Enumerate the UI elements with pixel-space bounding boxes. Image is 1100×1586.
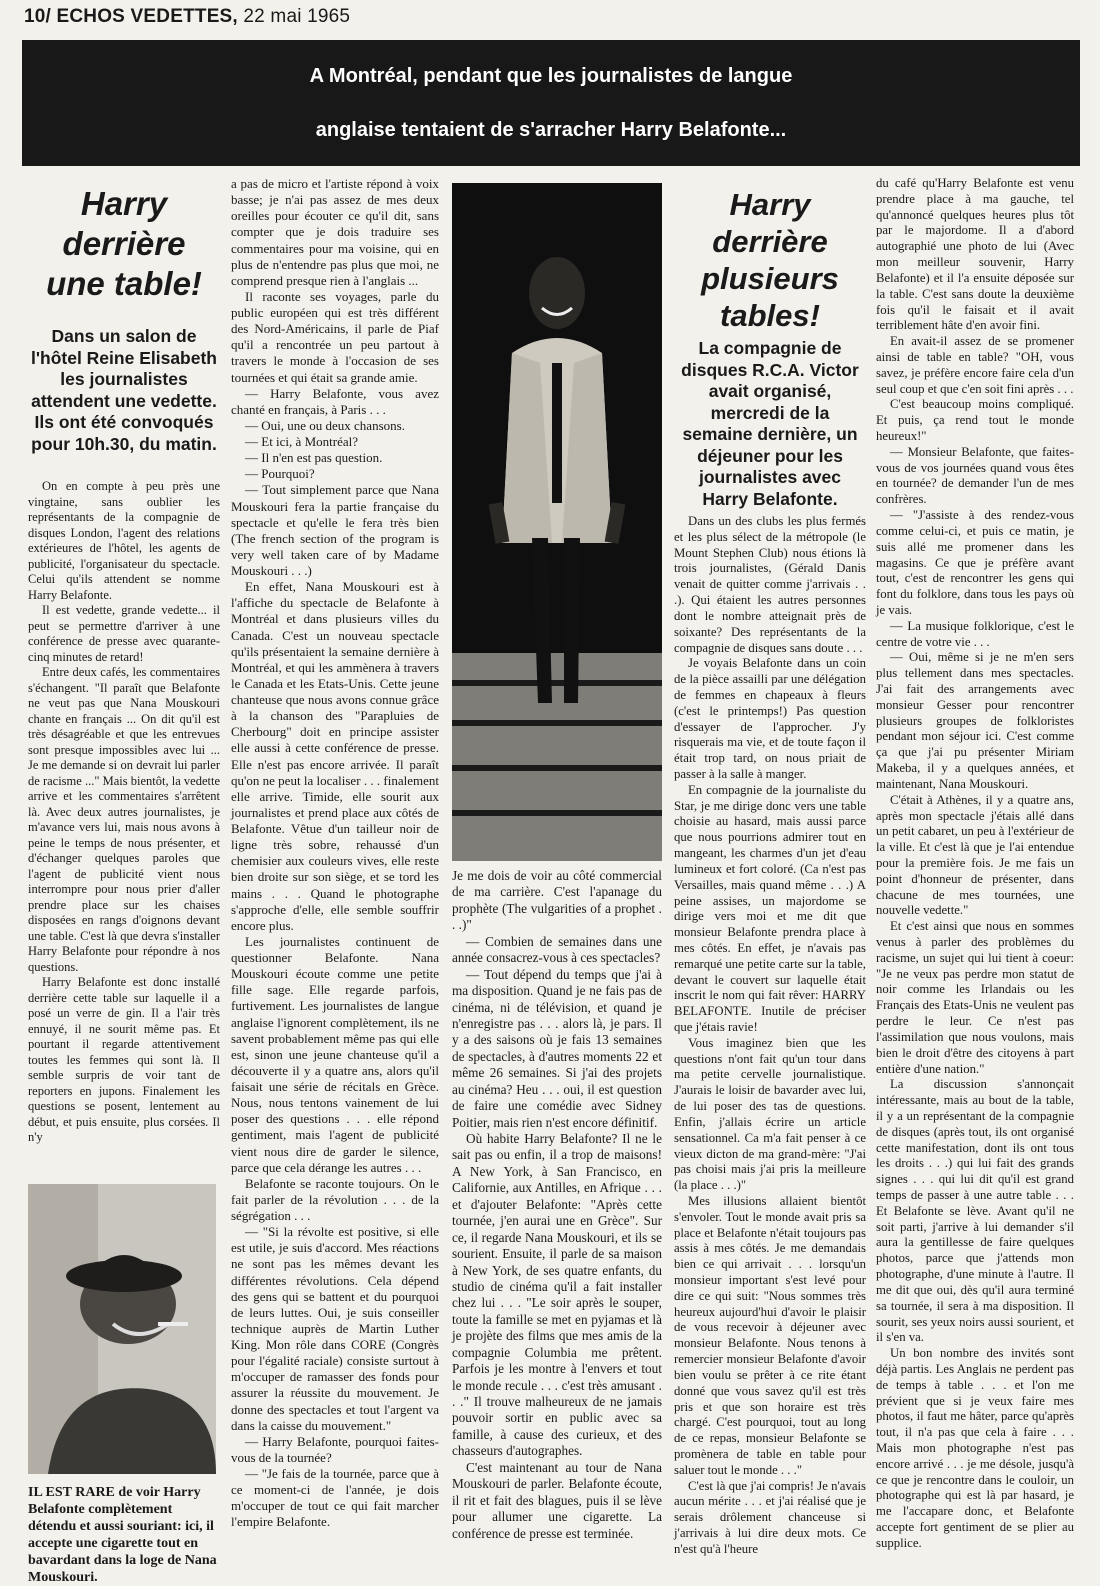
body-paragraph: En compagnie de la journaliste du Star, je me dirige donc vers une table choisie au hasard, mais aussi parce que nous pourrions admirer tout en mangeant, les charmes d'un jet d'eau lumineux et fort coloré. (Ca n'est pas Versailles, mais quand même . . .) A peine assises, un majordome se dirige vers moi et me dit que monsieur Belafonte prendra place à mes côtés. En effet, je n'avais pas remarqué une petite carte sur la table, devant le couvert sur laquelle était inscrit le nom qui fait rêver: HARRY BELAFONTE. Inutile de préciser que j'étais ravie! xyxy=(674,782,866,1034)
body-paragraph: a pas de micro et l'artiste répond à voix basse; je n'ai pas assez de mes deux oreilles pour écouter ce qu'il dit, sans compter que je dois traduire ses commentaires pour ma voisine, qui en plus de n'entendre pas plus que moi, ne comprend presque rien à l'anglais ... xyxy=(231,176,439,288)
left-headline-line: derrière xyxy=(62,225,186,262)
body-paragraph: — Harry Belafonte, vous avez chanté en français, à Paris . . . xyxy=(231,385,439,417)
body-paragraph: — Pourquoi? xyxy=(245,466,315,482)
folio-date: 22 mai 1965 xyxy=(243,6,351,27)
photo-caption xyxy=(28,1484,218,1586)
body-paragraph: — Monsieur Belafonte, que faites-vous de vos journées quand vous êtes en tournée? de demander l'un de mes confrères. xyxy=(876,444,1074,507)
photo-belafonte-walking xyxy=(452,183,662,861)
body-paragraph: Un bon nombre des invités sont déjà partis. Les Anglais ne perdent pas de temps à table . . . et l'on me prévient que si je veux faire mes photos, il faut me hâter, parce qu'après tout, il n'a pas que cela à faire . . . Mais mon photographe n'est pas encore arrivé . . . je me désole, jusqu'à ce que je rencontre dans le couloir, un photographe qui est là par hasard, je me l'accapare donc, et Belafonte accepte fort gentiment de se plier au supplice. xyxy=(876,1346,1074,1550)
body-paragraph: — Oui, même si je ne m'en sers plus tellement dans mes spectacles. J'ai fait des arrangements avec monsieur Gesser pour rencontrer plusieurs groupes de folkloristes pendant mon séjour ici. C'est comme ça que j'ai pu présenter Miriam Makeba, il y a quelques années, et maintenant, Nana Mouskouri. xyxy=(876,650,1074,791)
page-folio xyxy=(24,6,350,28)
body-paragraph: — Tout dépend du temps que j'ai à ma disposition. Quand je ne fais pas de cinéma, ni de télévision, et quand je n'enregistre pas . . . alors là, je pars. Il y a des saisons où je fais 13 semaines de spectacles, à d'autres moments 22 et même 26 semaines. Si j'ai des projets au cinéma? Heu . . . oui, il est question de faire une comédie avec Sidney Poitier, mais rien n'est encore définitif. xyxy=(452,966,662,1130)
body-paragraph: Les journalistes continuent de questionner Belafonte. Nana Mouskouri écoute comme une petite fille sage. Elle regarde parfois, furtivement. Les journalistes de langue anglaise l'ignorent complètement, ils ne savent probablement même pas qui elle est, sinon une jeune chanteuse qu'il a découverte il y a quatre ans, alors qu'il faisait une série de récitals en Grèce. Nous, nous tentons vainement de lui poser des questions . . . elle répond gentiment, mais l'agent de publicité vient nous dire de garder le silence, parce que cela dérange les autres . . . xyxy=(231,933,439,1175)
body-paragraph: — "Je fais de la tournée, parce que à ce moment-ci de l'année, je dois m'occuper de tout ce qui fait marcher l'empire Belafonte. xyxy=(231,1466,439,1530)
body-paragraph: Vous imaginez bien que les questions n'ont fait qu'un tour dans ma petite cervelle journalistique. J'aurais le loisir de bavarder avec lui, de lui poser des tas de questions. Enfin, j'allais écrire un article sensationnel. Ca m'a fait penser à ce vieux dicton de ma grand-mère: "J'ai pas choisi mais j'ai pris la meilleure (la place . . .)" xyxy=(674,1035,866,1193)
body-paragraph: C'est là que j'ai compris! Je n'avais aucun mérite . . . et j'ai réalisé que je serais drôlement chanceuse si j'arrivais à lui dire deux mots. Ce n'est qu'à l'heure xyxy=(674,1478,866,1556)
folio-page: 10/ ECHOS VEDETTES, xyxy=(24,6,238,27)
body-paragraph: C'est maintenant au tour de Nana Mouskouri de parler. Belafonte écoute, il rit et fait des blagues, puis il se lève pour allumer une cigarette. La conférence de presse est terminée. xyxy=(452,1459,662,1541)
body-paragraph: — "Si la révolte est positive, si elle est utile, je suis d'accord. Mes réactions ne sont pas les mêmes devant les différentes révolutions. Cela dépend des gens qui se battent et du pourquoi de leurs luttes. Oui, je suis conseiller technique auprès de Martin Luther King. Mon rôle dans CORE (Congrès pour l'égalité raciale) consiste surtout à m'occuper de ramasser des fonds pour assurer la réussite du mouvement. Je donne des spectacles et tout l'argent va dans la caisse du mouvement." xyxy=(231,1224,439,1433)
body-paragraph: — La musique folklorique, c'est le centre de votre vie . . . xyxy=(876,618,1074,649)
body-paragraph: Je me dois de voir au côté commercial de ma carrière. C'est l'apanage du prophète (The vulgarities of a prophet . . .)" xyxy=(452,868,662,933)
body-paragraph: — Et ici, à Montréal? xyxy=(245,434,358,449)
column-2 xyxy=(231,176,439,1531)
body-paragraph: — Harry Belafonte, pourquoi faites-vous de la tournée? xyxy=(231,1433,439,1465)
column-5 xyxy=(876,176,1074,1552)
body-paragraph: Dans un des clubs les plus fermés et les plus sélect de la métropole (le Mount Stephen Club) nous étions là trois journalistes, (Gérald Danis venait de quitter comme j'arrivais . . .). Qui étaient les autres personnes dont le nombre atteignait près de soixante? Des représentants de la compagnie de disques sans doute . . . xyxy=(674,514,866,655)
banner-line-2: anglaise tentaient de s'arracher Harry Belafonte... xyxy=(315,119,787,141)
body-paragraph: — Combien de semaines dans une année consacrez-vous à ces spectacles? xyxy=(452,933,662,966)
body-paragraph: Il raconte ses voyages, parle du public européen qui est très différent des Nord-Américains, il parle de Piaf qu'il a rencontrée un peu partout à travers le monde à l'occasion de ses tournées et qui était sa grande amie. xyxy=(231,288,439,385)
right-lede: La compagnie de disques R.C.A. Victor avait organisé, mercredi de la semaine dernière, un déjeuner pour les journalistes avec Harry Belafonte. xyxy=(681,338,859,509)
caption-text: de voir Harry Belafonte complètement détendu et aussi souriant: ici, il accepte une cigarette tout en bavardant dans la loge de Nana Mouskouri. xyxy=(28,1485,217,1585)
body-paragraph: — Tout simplement parce que Nana Mouskouri fera la partie française du spectacle et qu'elle le fera très bien (The french section of the program is very well taken care of by Madame Mouskouri . . .) xyxy=(231,482,439,578)
left-headline-line: Harry xyxy=(80,185,168,222)
photo-belafonte-cigarette xyxy=(28,1184,216,1474)
banner-line-1: A Montréal, pendant que les journalistes de langue xyxy=(309,65,793,87)
body-paragraph: — "J'assiste à des rendez-vous comme celui-ci, et puis ce matin, je suis allé me promener dans les magasins. Ce que je préfère avant tout, c'est de rencontrer les gens qui font du folklore, dans tous les pays où je vais. xyxy=(876,508,1074,617)
caption-lead: IL EST RARE xyxy=(28,1485,115,1500)
right-story-column xyxy=(674,186,866,1558)
right-headline-line: derrière xyxy=(712,224,828,259)
body-paragraph: Harry Belafonte est donc installé derrière cette table sur laquelle il a posé un verre de gin. Il a l'air très ennuyé, il ne sourit même pas. Et pourtant il regarde attentivement toutes les femmes qui sont là. Il semble surpris de voir tant de reporters en jupons. Finalement les questions se posent, lentement au début, et puis ensuite, plus corsées. Il n'y xyxy=(28,975,220,1144)
body-paragraph: Et c'est ainsi que nous en sommes venus à parler des problèmes du racisme, un sujet qui lui tient à coeur: "Je ne veux pas perdre mon statut de noir comme les Irlandais ou les Français des Etats-Unis ne veulent pas perdre le leur. Ce n'est pas l'assimilation que nous voulons, mais bien le droit d'être des citoyens à part entière d'une nation." xyxy=(876,919,1074,1076)
body-paragraph: du café qu'Harry Belafonte est venu prendre place à ma gauche, tel qu'annoncé quelques heures plus tôt par le majordome. Il a d'abord autographié une photo de lui (Avec mon meilleur souvenir, Harry Belafonte) et il l'a ensuite déposée sur la table. C'est sans doute la deuxième fois qu'il le faisait et il avait terriblement hâte d'en avoir fini. xyxy=(876,176,1074,333)
body-paragraph: En avait-il assez de se promener ainsi de table en table? "OH, vous savez, je préfère encore faire cela d'un seul coup et que c'en soit fini après . . . xyxy=(876,334,1074,396)
body-paragraph: On en compte à peu près une vingtaine, sans oublier les représentants de la compagnie de disques London, l'agent des relations extérieures de l'hôtel, les agents de publicité, l'organisateur du spectacle. Celui qu'ils attendent se nomme Harry Belafonte. xyxy=(28,479,220,602)
right-headline-line: Harry xyxy=(729,187,811,222)
right-headline xyxy=(674,186,866,334)
body-paragraph: Je voyais Belafonte dans un coin de la pièce assailli par une délégation de femmes en chapeaux à fleurs (c'est le printemps!) Pas question d'essayer de l'approcher. J'y risquerais ma vie, et de toute façon il était trop tard, on nous priait de passer à la salle à manger. xyxy=(674,656,866,781)
body-paragraph: En effet, Nana Mouskouri est à l'affiche du spectacle de Belafonte à Montréal et dans plusieurs villes du Canada. C'est un nouveau spectacle qu'ils présentaient la semaine dernière à Montréal, et qui les ammènera à travers le Canada et les Etats-Unis. Cette jeune chanteuse que nous avons connue grâce à la chanson des "Parapluies de Cherbourg" doit en principe assister elle aussi à cette conférence de presse. Elle n'est pas encore arrivée. Il paraît qu'on ne peut la localiser . . . finalement elle arrive. Timide, elle sourit aux journalistes et prend place aux côtés de Belafonte. Vêtue d'un tailleur noir de ligne très sobre, rehaussé d'un chemisier aux couleurs vives, elle reste bien droite sur son siège, et se tord les mains . . . Quand le photographe s'approche d'elle, elle semble souffrir encore plus. xyxy=(231,579,439,933)
banner-headline xyxy=(22,40,1080,166)
body-paragraph: Il est vedette, grande vedette... il peut se permettre d'arriver à une conférence de presse avec quarante-cinq minutes de retard! xyxy=(28,603,220,664)
body-paragraph: — Il n'en est pas question. xyxy=(245,450,383,466)
body-paragraph: Où habite Harry Belafonte? Il ne le sait pas ou enfin, il a trop de maisons! A New York, à San Francisco, en Californie, aux Antilles, en Afrique . . . et d'ajouter Belafonte: "Après cette tournée, j'en aurai une en Grèce". Sur ce, il regarde Nana Mouskouri, et ils se sourient. Ensuite, il parle de sa maison à New York, de ses quatre enfants, du studio de cinéma qu'il a fait installer chez lui . . . "Le soir après le souper, toute la famille se met en pyjamas et là je projète des films que mes amis de la compagnie Columbia me prêtent. Parfois je les montre à l'envers et tout le monde recule . . . c'est très amusant . . ." Il trouve malheureux de ne jamais pouvoir sortir en public avec sa famille, à cause des curieux, et des chasseurs d'autographes. xyxy=(452,1131,662,1459)
right-headline-line: tables! xyxy=(720,298,820,333)
body-paragraph: Mes illusions allaient bientôt s'envoler. Tout le monde avait pris sa place et Belafonte n'était toujours pas assis à mes côtés. Je me demandais bien ce qui arrivait . . . lorsqu'un monsieur important s'est levé pour dire ce qui suit: "Nous sommes très heureux aujourd'hui d'avoir le plaisir de vous recevoir à déjeuner avec monsieur Belafonte. Nous tenons à remercier monsieur Belafonte d'avoir bien voulu se prêter à ce rite étant donné que vous savez qu'il est très pris et que son horaire est très chargé. C'est pourquoi, tout au long de ce repas, monsieur Belafonte se promènera de table en table pour saluer tout le monde . . ." xyxy=(674,1193,866,1477)
body-paragraph: Entre deux cafés, les commentaires s'échangent. "Il paraît que Belafonte ne veut pas que Nana Mouskouri chante en français ... On dit qu'il est très désagréable et que les entrevues sont presque impossibles avec lui ... Je me demande si on devrait lui parler de racisme ..." Mais bientôt, la vedette arrive et les commentaires s'arrêtent là. Avec deux autres journalistes, je m'avance vers lui, mais nous avons à peine le temps de nous présenter, et d'échanger quelques paroles que l'agent de publicité vient nous interrompre pour nous prier d'aller prendre place sur les chaises disposées en rangs d'oignons devant une table. C'est là que devra s'installer Harry Belafonte pour répondre à nos questions. xyxy=(28,665,220,974)
right-headline-line: plusieurs xyxy=(701,261,839,296)
left-story-column xyxy=(28,184,220,1146)
left-headline-line: une table! xyxy=(46,265,202,302)
left-lede: Dans un salon de l'hôtel Reine Elisabeth les journalistes attendent une vedette. Ils ont été convoqués pour 10h.30, du matin. xyxy=(30,326,217,454)
body-paragraph: Belafonte se raconte toujours. On le fait parler de la révolution . . . de la ségrégation . . . xyxy=(231,1175,439,1223)
body-paragraph: La discussion s'annonçait intéressante, mais au bout de la table, il y a un représentant de la compagnie de disques (après tout, ils ont organisé cette manifestation, dont ils ont tous les droits . . .) qui lui fait des grands signes . . . qui lui dit qu'il est grand temps de passer à une autre table . . . Et Belafonte se lève. Avant qu'il ne soit parti, j'arrive à lui demander s'il aura la gentillesse de faire quelques photos, parce que j'attends mon photographe, d'une minute à l'autre. Il me dit que oui, dès qu'il aura terminé sa tournée, il sera à ma disposition. Il sourit, ses yeux noirs aussi sourient, et il s'en va. xyxy=(876,1077,1074,1345)
body-paragraph: C'est beaucoup moins compliqué. Et puis, ça rend tout le monde heureux!" xyxy=(876,397,1074,443)
body-paragraph: C'était à Athènes, il y a quatre ans, après mon spectacle j'étais allé dans un petit cabaret, un peu à l'extérieur de la ville. Et c'est là que je l'ai entendue pour la première fois. Je me fais un point d'honneur de présenter, dans chacune de mes tournées, une nouvelle vedette." xyxy=(876,792,1074,918)
column-3 xyxy=(452,868,662,1542)
body-paragraph: — Oui, une ou deux chansons. xyxy=(245,417,405,433)
left-headline xyxy=(28,184,220,304)
